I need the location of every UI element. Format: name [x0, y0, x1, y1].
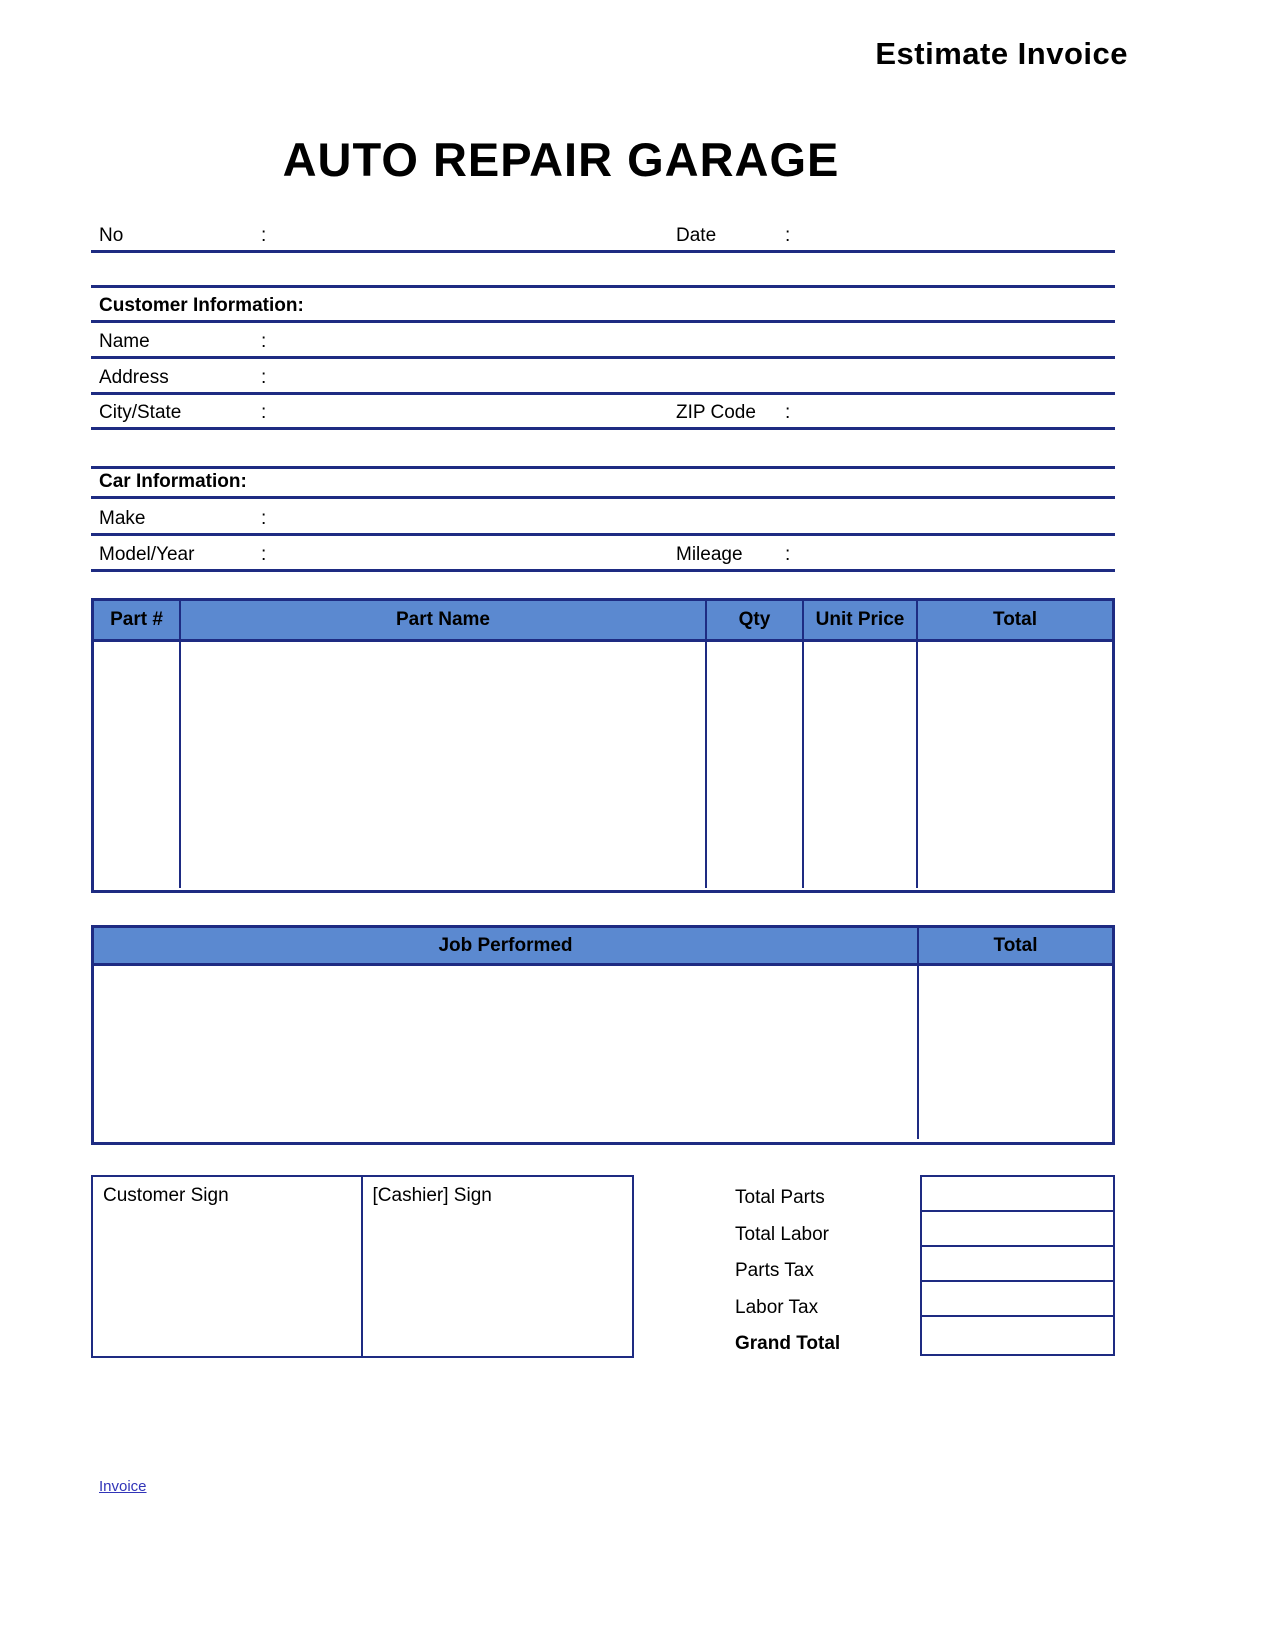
city-zip-row	[91, 399, 1115, 430]
job-table-body	[94, 966, 1112, 1139]
colon: :	[261, 225, 267, 246]
mileage-input[interactable]	[806, 541, 1107, 569]
no-input[interactable]	[286, 222, 655, 250]
colon: :	[785, 225, 791, 246]
job-performed-table	[91, 925, 1115, 1145]
zip-code-label: ZIP Code	[676, 402, 756, 423]
address-row	[91, 364, 1115, 395]
cashier-sign-area[interactable]	[363, 1177, 633, 1356]
name-input[interactable]	[286, 328, 1107, 356]
parts-cell-part-number[interactable]	[94, 642, 181, 888]
job-table-header	[94, 928, 1112, 966]
parts-tax-value[interactable]	[922, 1247, 1113, 1282]
doc-type-label: Estimate Invoice	[875, 36, 1128, 71]
parts-table-header	[94, 601, 1112, 642]
model-year-input[interactable]	[286, 541, 655, 569]
parts-tax-label: Parts Tax	[735, 1260, 814, 1281]
job-header-job-performed: Job Performed	[94, 928, 919, 963]
job-header-total: Total	[993, 934, 1038, 956]
parts-cell-unit-price[interactable]	[804, 642, 918, 888]
model-year-label: Model/Year	[99, 544, 195, 565]
grand-total-label: Grand Total	[735, 1333, 841, 1354]
company-title: AUTO REPAIR GARAGE	[282, 133, 840, 186]
name-row	[91, 328, 1115, 359]
parts-header-part-name: Part Name	[181, 601, 707, 639]
colon: :	[785, 402, 791, 423]
job-cell-description[interactable]	[94, 966, 919, 1139]
total-parts-value[interactable]	[922, 1177, 1113, 1212]
labor-tax-value[interactable]	[922, 1282, 1113, 1317]
colon: :	[261, 508, 267, 529]
parts-header-unit-price: Unit Price	[804, 601, 918, 639]
model-mileage-row	[91, 541, 1115, 572]
job-cell-total[interactable]	[919, 966, 1112, 1139]
car-info-heading-row	[91, 468, 1115, 499]
parts-table	[91, 598, 1115, 893]
totals-value-boxes	[920, 1175, 1115, 1356]
customer-sign-area[interactable]	[93, 1177, 363, 1356]
signature-box	[91, 1175, 634, 1358]
customer-info-heading-row	[91, 292, 1115, 323]
customer-info-heading: Customer Information:	[99, 295, 304, 316]
colon: :	[261, 402, 267, 423]
customer-sign-label: Customer Sign	[103, 1185, 229, 1206]
grand-total-value[interactable]	[922, 1317, 1113, 1354]
city-state-label: City/State	[99, 402, 182, 423]
car-info-heading: Car Information:	[99, 471, 247, 492]
address-input[interactable]	[286, 364, 1107, 392]
address-label: Address	[99, 367, 169, 388]
colon: :	[261, 367, 267, 388]
colon: :	[785, 544, 791, 565]
make-input[interactable]	[286, 505, 1107, 533]
totals-labels	[735, 1180, 915, 1363]
total-labor-label: Total Labor	[735, 1223, 830, 1245]
make-row	[91, 505, 1115, 536]
labor-tax-label: Labor Tax	[735, 1296, 819, 1318]
colon: :	[261, 544, 267, 565]
parts-table-body	[94, 642, 1112, 888]
no-date-row	[91, 222, 1115, 253]
city-state-input[interactable]	[286, 399, 655, 427]
parts-header-qty: Qty	[707, 601, 804, 639]
parts-header-part-number: Part #	[94, 601, 181, 639]
total-parts-label: Total Parts	[735, 1187, 825, 1208]
make-label: Make	[99, 508, 146, 529]
parts-header-total: Total	[993, 609, 1037, 630]
colon: :	[261, 331, 267, 352]
cashier-sign-label: [Cashier] Sign	[372, 1185, 492, 1206]
date-input[interactable]	[806, 222, 1107, 250]
parts-cell-part-name[interactable]	[181, 642, 707, 888]
date-label: Date	[676, 225, 717, 246]
invoice-sheet-link[interactable]: Invoice	[99, 1478, 147, 1495]
no-label: No	[99, 225, 124, 246]
name-label: Name	[99, 331, 150, 352]
zip-code-input[interactable]	[806, 399, 1107, 427]
mileage-label: Mileage	[676, 544, 743, 565]
total-labor-value[interactable]	[922, 1212, 1113, 1247]
parts-cell-qty[interactable]	[707, 642, 804, 888]
divider-line	[91, 285, 1115, 288]
parts-cell-total[interactable]	[918, 642, 1112, 888]
